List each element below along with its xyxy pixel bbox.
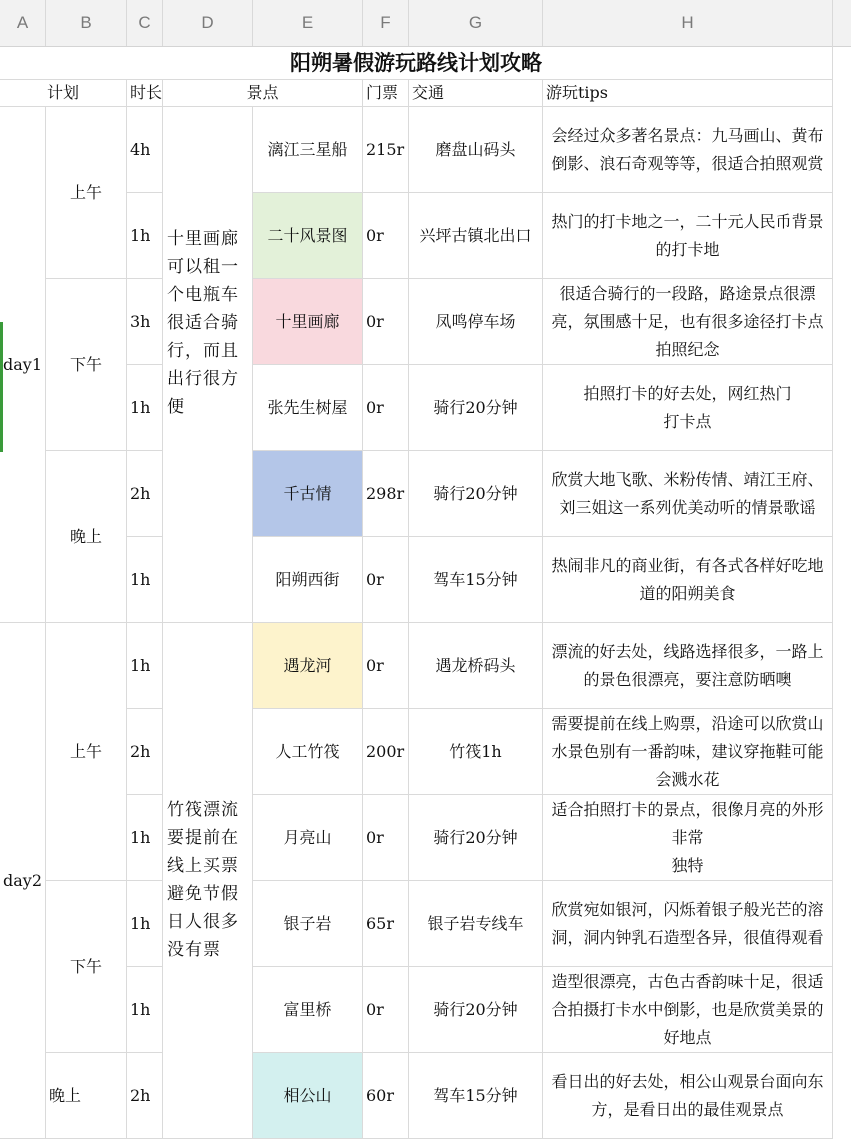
transport-cell[interactable]: 凤鸣停车场 xyxy=(409,279,543,365)
transport-cell[interactable]: 银子岩专线车 xyxy=(409,881,543,967)
spot-cell[interactable]: 月亮山 xyxy=(253,795,363,881)
spot-cell[interactable]: 银子岩 xyxy=(253,881,363,967)
spot-cell[interactable]: 阳朔西街 xyxy=(253,537,363,623)
period-label[interactable]: 上午 xyxy=(46,107,127,279)
day-note[interactable]: 竹筏漂流要提前在线上买票避免节假日人很多没有票 xyxy=(163,623,253,1139)
ticket-cell[interactable]: 0r xyxy=(363,537,409,623)
spot-cell[interactable]: 遇龙河 xyxy=(253,623,363,709)
duration-cell[interactable]: 1h xyxy=(127,193,163,279)
column-header-a[interactable]: A xyxy=(0,0,46,46)
column-header-e[interactable]: E xyxy=(253,0,363,46)
duration-cell[interactable]: 2h xyxy=(127,709,163,795)
spot-cell[interactable]: 十里画廊 xyxy=(253,279,363,365)
transport-cell[interactable]: 竹筏1h xyxy=(409,709,543,795)
ticket-cell[interactable]: 0r xyxy=(363,795,409,881)
transport-cell[interactable]: 骑行20分钟 xyxy=(409,967,543,1053)
column-header-d[interactable]: D xyxy=(163,0,253,46)
spot-cell[interactable]: 二十风景图 xyxy=(253,193,363,279)
duration-cell[interactable]: 3h xyxy=(127,279,163,365)
ticket-cell[interactable]: 0r xyxy=(363,967,409,1053)
sheet-title[interactable]: 阳朔暑假游玩路线计划攻略 xyxy=(0,46,833,80)
ticket-cell[interactable]: 0r xyxy=(363,193,409,279)
transport-cell[interactable]: 骑行20分钟 xyxy=(409,365,543,451)
period-label[interactable]: 下午 xyxy=(46,279,127,451)
duration-cell[interactable]: 1h xyxy=(127,795,163,881)
ticket-cell[interactable]: 60r xyxy=(363,1053,409,1139)
ticket-cell[interactable]: 200r xyxy=(363,709,409,795)
tips-cell[interactable]: 很适合骑行的一段路，路途景点很漂亮，氛围感十足，也有很多途径打卡点拍照纪念 xyxy=(543,279,833,365)
tips-cell[interactable]: 欣赏宛如银河，闪烁着银子般光芒的溶洞，洞内钟乳石造型各异，很值得观看 xyxy=(543,881,833,967)
tips-cell[interactable]: 看日出的好去处，相公山观景台面向东方，是看日出的最佳观景点 xyxy=(543,1053,833,1139)
transport-cell[interactable]: 骑行20分钟 xyxy=(409,795,543,881)
header-duration[interactable]: 时长 xyxy=(127,80,163,107)
ticket-cell[interactable]: 65r xyxy=(363,881,409,967)
column-header-c[interactable]: C xyxy=(127,0,163,46)
period-label[interactable]: 上午 xyxy=(46,623,127,881)
ticket-cell[interactable]: 0r xyxy=(363,623,409,709)
column-header-g[interactable]: G xyxy=(409,0,543,46)
spot-cell[interactable]: 张先生树屋 xyxy=(253,365,363,451)
duration-cell[interactable]: 1h xyxy=(127,537,163,623)
column-header-bar xyxy=(0,0,851,47)
spot-cell[interactable]: 漓江三星船 xyxy=(253,107,363,193)
tips-cell[interactable]: 适合拍照打卡的景点，很像月亮的外形非常 独特 xyxy=(543,795,833,881)
transport-cell[interactable]: 遇龙桥码头 xyxy=(409,623,543,709)
ticket-cell[interactable]: 0r xyxy=(363,365,409,451)
spot-cell[interactable]: 千古情 xyxy=(253,451,363,537)
day-note[interactable]: 十里画廊可以租一个电瓶车很适合骑行，而且出行很方便 xyxy=(163,107,253,623)
tips-cell[interactable]: 造型很漂亮，古色古香韵味十足，很适合拍摄打卡水中倒影，也是欣赏美景的好地点 xyxy=(543,967,833,1053)
day-label[interactable]: day2 xyxy=(0,623,46,1139)
header-spot[interactable]: 景点 xyxy=(163,80,363,107)
duration-cell[interactable]: 1h xyxy=(127,967,163,1053)
column-header-f[interactable]: F xyxy=(363,0,409,46)
tips-cell[interactable]: 热闹非凡的商业街，有各式各样好吃地道的阳朔美食 xyxy=(543,537,833,623)
ticket-cell[interactable]: 215r xyxy=(363,107,409,193)
tips-cell[interactable]: 漂流的好去处，线路选择很多，一路上的景色很漂亮，要注意防晒噢 xyxy=(543,623,833,709)
transport-cell[interactable]: 驾车15分钟 xyxy=(409,1053,543,1139)
ticket-cell[interactable]: 298r xyxy=(363,451,409,537)
header-transport[interactable]: 交通 xyxy=(409,80,543,107)
duration-cell[interactable]: 1h xyxy=(127,881,163,967)
spot-cell[interactable]: 相公山 xyxy=(253,1053,363,1139)
tips-cell[interactable]: 需要提前在线上购票，沿途可以欣赏山水景色别有一番韵味，建议穿拖鞋可能会溅水花 xyxy=(543,709,833,795)
transport-cell[interactable]: 驾车15分钟 xyxy=(409,537,543,623)
tips-cell[interactable]: 拍照打卡的好去处，网红热门 打卡点 xyxy=(543,365,833,451)
column-header-h[interactable]: H xyxy=(543,0,833,46)
tips-cell[interactable]: 欣赏大地飞歌、米粉传情、靖江王府、刘三姐这一系列优美动听的情景歌谣 xyxy=(543,451,833,537)
transport-cell[interactable]: 磨盘山码头 xyxy=(409,107,543,193)
ticket-cell[interactable]: 0r xyxy=(363,279,409,365)
duration-cell[interactable]: 2h xyxy=(127,451,163,537)
transport-cell[interactable]: 兴坪古镇北出口 xyxy=(409,193,543,279)
header-plan[interactable]: 计划 xyxy=(0,80,127,107)
column-header-b[interactable]: B xyxy=(46,0,127,46)
tips-cell[interactable]: 热门的打卡地之一，二十元人民币背景的打卡地 xyxy=(543,193,833,279)
spreadsheet-grid xyxy=(0,46,851,1134)
duration-cell[interactable]: 4h xyxy=(127,107,163,193)
header-tips[interactable]: 游玩tips xyxy=(543,80,833,107)
duration-cell[interactable]: 1h xyxy=(127,365,163,451)
header-ticket[interactable]: 门票 xyxy=(363,80,409,107)
period-label[interactable]: 下午 xyxy=(46,881,127,1053)
spot-cell[interactable]: 人工竹筏 xyxy=(253,709,363,795)
duration-cell[interactable]: 1h xyxy=(127,623,163,709)
period-label[interactable]: 晚上 xyxy=(46,1053,127,1139)
selection-marker xyxy=(0,322,3,452)
tips-cell[interactable]: 会经过众多著名景点：九马画山、黄布倒影、浪石奇观等等，很适合拍照观赏 xyxy=(543,107,833,193)
day-label[interactable]: day1 xyxy=(0,107,46,623)
transport-cell[interactable]: 骑行20分钟 xyxy=(409,451,543,537)
spot-cell[interactable]: 富里桥 xyxy=(253,967,363,1053)
period-label[interactable]: 晚上 xyxy=(46,451,127,623)
duration-cell[interactable]: 2h xyxy=(127,1053,163,1139)
